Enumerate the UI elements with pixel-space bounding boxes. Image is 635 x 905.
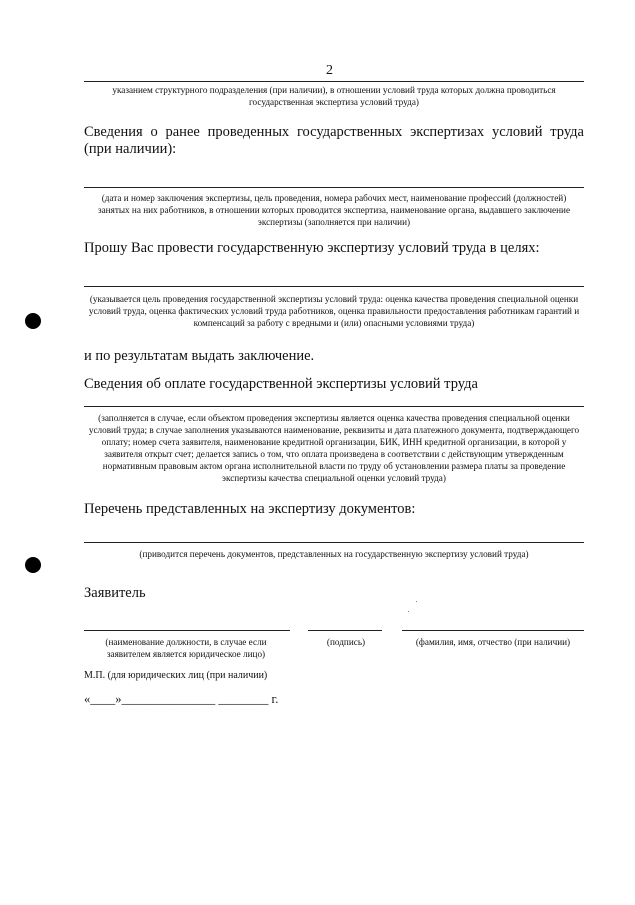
scan-speck xyxy=(416,601,417,602)
applicant-label: Заявитель xyxy=(84,585,146,601)
intro-fill-line xyxy=(84,81,584,82)
intro-caption: указанием структурного подразделения (при наличии), в отношении условий труда которых должна проводиться государственная экспертиза условий труда) xyxy=(112,85,556,107)
payment-heading: Сведения об оплате государственной экспертизы условий труда xyxy=(84,376,478,392)
date-line: «____»_______________ ________ г. xyxy=(84,692,279,706)
previous-exams-caption: (дата и номер заключения экспертизы, цель проведения, номера рабочих мест, наименование профессий (должностей) занятых на них работников, в отношении которых проводится экспертиза, наименование органа, выдавшего заключение экспертизы (заполняется при наличии) xyxy=(97,193,571,227)
previous-exams-fill-line xyxy=(84,187,584,188)
request-caption: (указывается цель проведения государственной экспертизы условий труда: оценка качества проведения специальной оценки условий труда, оценка фактических условий труда работников, оценка правильности предоставления работникам гарантий и компенсаций за работу с вредными и (или) опасными условиями труда) xyxy=(88,294,580,328)
name-fill-line xyxy=(402,630,584,631)
punch-hole xyxy=(25,557,41,573)
signature-fill-line xyxy=(308,630,382,631)
payment-caption: (заполняется в случае, если объектом проведения экспертизы является оценка качества проведения специальной оценки условий труда; в случае заполнения указываются наименование, реквизиты и дата платежного документа, подтверждающего оплату; номер счета заявителя, наименование кредитной организации, БИК, ИНН кредитной организации, в которой у заявителя открыт счет; делается запись о том, что оплата произведена в соответствии с действующим утвержденным нормативным правовым актом органа исполнительной власти по труду об установлении размера платы за проведение экспертизы качества специальной оценки условий труда) xyxy=(88,413,580,483)
signature-caption: (подпись) xyxy=(326,637,366,647)
position-caption: (наименование должности, в случае если заявителем является юридическое лицо) xyxy=(105,637,267,659)
request-fill-line xyxy=(84,286,584,287)
documents-heading: Перечень представленных на экспертизу документов: xyxy=(84,501,416,517)
request-conclusion: и по результатам выдать заключение. xyxy=(84,348,315,364)
previous-exams-heading: Сведения о ранее проведенных государственных экспертизах условий труда (при наличии): xyxy=(84,124,584,157)
scan-speck xyxy=(408,611,409,612)
punch-hole xyxy=(25,313,41,329)
page-number: 2 xyxy=(326,63,333,78)
documents-caption: (приводится перечень документов, представленных на государственную экспертизу условий труда) xyxy=(139,549,529,559)
name-caption: (фамилия, имя, отчество (при наличии) xyxy=(415,637,571,647)
stamp-note: М.П. (для юридических лиц (при наличии) xyxy=(84,670,268,681)
request-heading: Прошу Вас провести государственную экспертизу условий труда в целях: xyxy=(84,240,540,256)
position-fill-line xyxy=(84,630,290,631)
payment-fill-line xyxy=(84,406,584,407)
documents-fill-line xyxy=(84,542,584,543)
